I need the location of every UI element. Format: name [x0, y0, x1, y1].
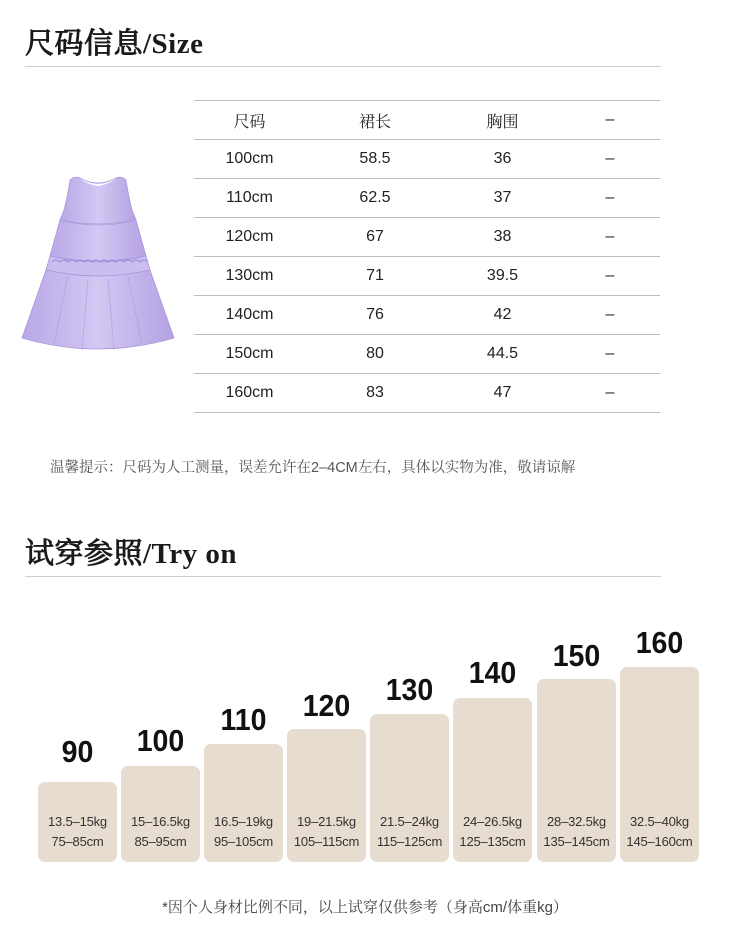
tryon-item-100 [121, 725, 200, 862]
height-range: 85–95cm [134, 834, 187, 849]
cell-length: 83 [305, 374, 445, 413]
height-range: 95–105cm [213, 834, 274, 849]
tryon-item-90 [38, 736, 117, 862]
size-label: 160 [635, 625, 684, 660]
header-chest: 胸围 [445, 101, 560, 140]
cell-size: 130cm [194, 257, 305, 296]
weight-range: 16.5–19kg [214, 814, 273, 829]
tryon-footnote: *因个人身材比例不同，以上试穿仅供参考（身高cm/体重kg） [162, 899, 568, 916]
tryon-section-title: 试穿参照/Try on [25, 538, 237, 570]
weight-range: 32.5–40kg [630, 814, 689, 829]
cell-size: 110cm [194, 179, 305, 218]
cell-extra: – [560, 179, 660, 218]
weight-range: 19–21.5kg [297, 814, 356, 829]
size-bar [38, 782, 117, 862]
size-bar [204, 744, 283, 862]
cell-extra: – [560, 218, 660, 257]
size-bar [121, 766, 200, 862]
tryon-item-110 [204, 704, 283, 862]
tryon-item-160 [620, 627, 699, 862]
cell-length: 67 [305, 218, 445, 257]
size-label: 130 [385, 672, 434, 707]
cell-chest: 47 [445, 374, 560, 413]
weight-range: 21.5–24kg [380, 814, 439, 829]
size-bar [537, 679, 616, 862]
cell-chest: 36 [445, 140, 560, 179]
cell-size: 160cm [194, 374, 305, 413]
height-range: 125–135cm [459, 834, 526, 849]
header-length: 裙长 [305, 101, 445, 140]
height-range: 115–125cm [376, 834, 443, 849]
cell-extra: – [560, 257, 660, 296]
cell-chest: 38 [445, 218, 560, 257]
cell-size: 140cm [194, 296, 305, 335]
tryon-item-120 [287, 690, 366, 862]
cell-extra: – [560, 140, 660, 179]
header-size: 尺码 [194, 101, 305, 140]
height-range: 105–115cm [293, 834, 360, 849]
header-extra: – [560, 101, 660, 140]
size-bar [453, 698, 532, 862]
tryon-item-150 [537, 640, 616, 862]
cell-chest: 37 [445, 179, 560, 218]
cell-size: 120cm [194, 218, 305, 257]
tryon-item-130 [370, 674, 449, 862]
cell-length: 80 [305, 335, 445, 374]
size-section-title: 尺码信息/Size [25, 28, 204, 60]
cell-length: 58.5 [305, 140, 445, 179]
cell-length: 76 [305, 296, 445, 335]
cell-length: 62.5 [305, 179, 445, 218]
cell-chest: 42 [445, 296, 560, 335]
height-range: 135–145cm [543, 834, 610, 849]
weight-range: 13.5–15kg [48, 814, 107, 829]
cell-chest: 44.5 [445, 335, 560, 374]
size-label: 140 [468, 655, 517, 690]
cell-size: 100cm [194, 140, 305, 179]
cell-extra: – [560, 335, 660, 374]
height-range: 75–85cm [51, 834, 104, 849]
size-bar [370, 714, 449, 862]
measurement-note: 温馨提示：尺码为人工测量，误差允许在2–4CM左右，具体以实物为准，敬请谅解 [50, 460, 576, 476]
size-label: 150 [552, 638, 601, 673]
cell-extra: – [560, 374, 660, 413]
cell-length: 71 [305, 257, 445, 296]
cell-extra: – [560, 296, 660, 335]
size-label: 110 [220, 702, 267, 737]
cell-size: 150cm [194, 335, 305, 374]
size-bar [287, 729, 366, 862]
size-bar [620, 667, 699, 862]
size-label: 120 [302, 688, 351, 723]
cell-chest: 39.5 [445, 257, 560, 296]
weight-range: 24–26.5kg [463, 814, 522, 829]
weight-range: 15–16.5kg [131, 814, 190, 829]
size-label: 100 [136, 723, 185, 758]
size-label: 90 [61, 734, 94, 769]
weight-range: 28–32.5kg [547, 814, 606, 829]
height-range: 145–160cm [626, 834, 693, 849]
tryon-item-140 [453, 657, 532, 862]
